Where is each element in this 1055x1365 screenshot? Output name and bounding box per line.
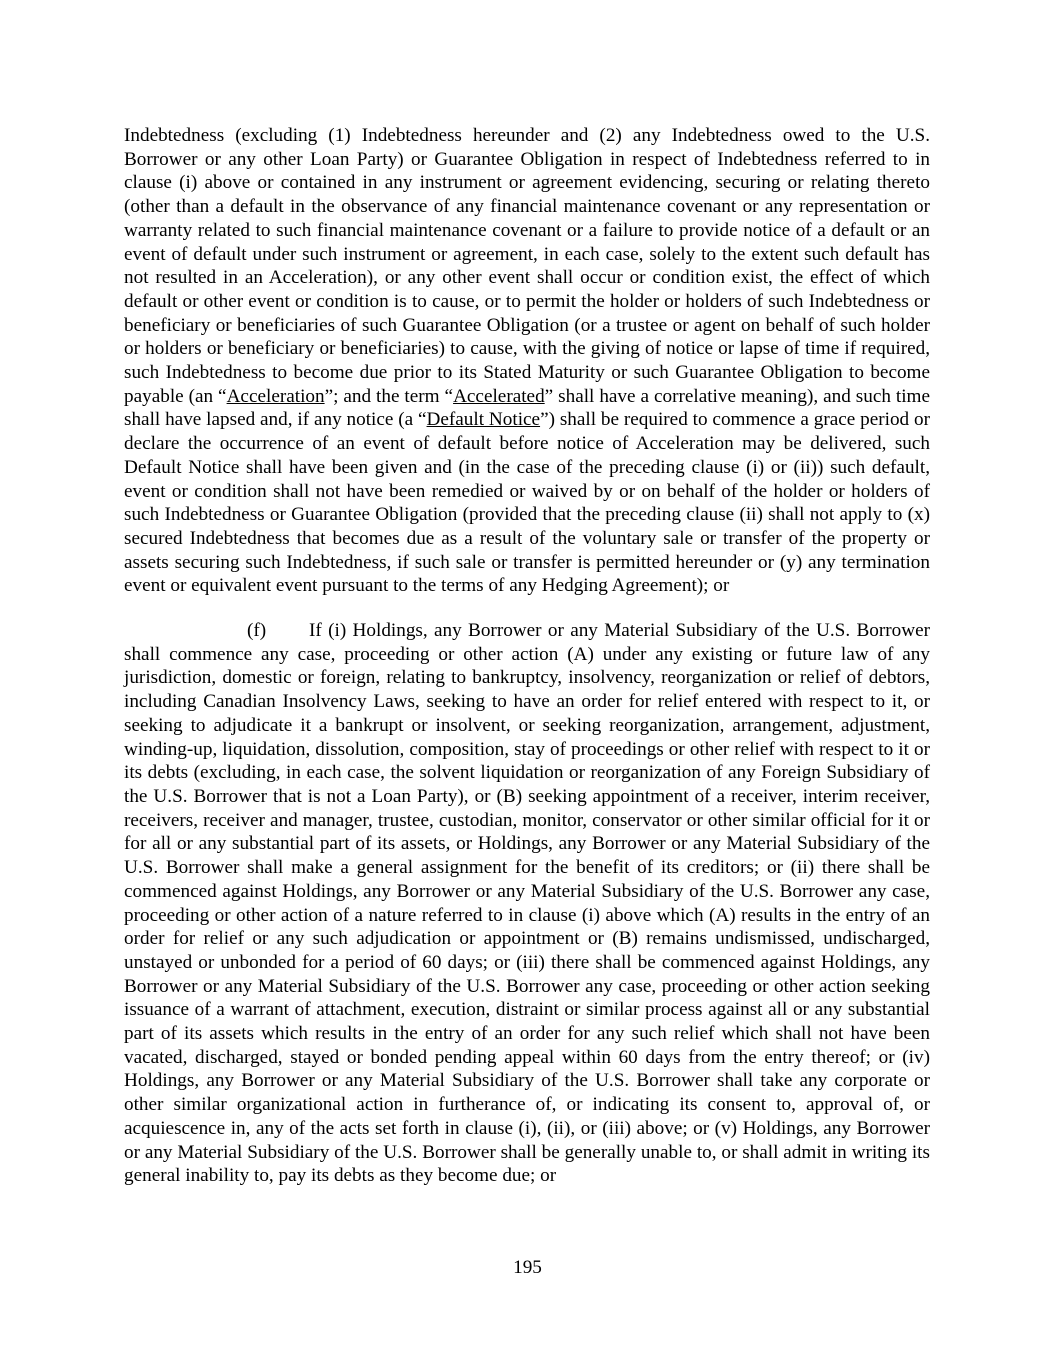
paragraph-text: If (i) Holdings, any Borrower or any Material Subsidiary of the U.S. Borrower shall commence any case, proceeding or other action (A) under any existing or future law of any jurisdiction, domestic or foreign, relating to bankruptcy, insolvency, reorganization or relief of debtors, including Canadian Insolvency Laws, seeking to have an order for relief entered with respect to it, or seeking to adjudicate it a bankrupt or insolvent, or seeking reorganization, arrangement, adjustment, winding-up, liquidation, dissolution, composition, stay of proceedings or other relief with respect to it or its debts (excluding, in each case, the solvent liquidation or reorganization of any Foreign Subsidiary of the U.S. Borrower that is not a Loan Party), or (B) seeking appointment of a receiver, interim receiver, receivers, receiver and manager, trustee, custodian, monitor, conservator or other similar official for it or for all or any substantial part of its assets, or Holdings, any Borrower or any Material Subsidiary of the U.S. Borrower shall make a general assignment for the benefit of its creditors; or (ii) there shall be commenced against Holdings, any Borrower or any Material Subsidiary of the U.S. Borrower any case, proceeding or other action of a nature referred to in clause (i) above which (A) results in the entry of an order for relief or any such adjudication or appointment or (B) remains undismissed, undischarged, unstayed or unbonded for a period of 60 days; or (iii) there shall be commenced against Holdings, any Borrower or any Material Subsidiary of the U.S. Borrower any case, proceeding or other action seeking issuance of a warrant of attachment, execution, distraint or similar process against all or any substantial part of its assets which results in the entry of an order for any such relief which shall not have been vacated, discharged, stayed or bonded pending appeal within 60 days from the entry thereof; or (iv) Holdings, any Borrower or any Material Subsidiary of the U.S. Borrower shall take any corporate or other similar organizational action in furtherance of, or indicating its consent to, approval of, or acquiescence in, any of the acts set forth in clause (i), (ii), or (iii) above; or (v) Holdings, any Borrower or any Material Subsidiary of the U.S. Borrower shall be generally unable to, or shall admit in writing its general inability to, pay its debts as they become due; or bbox=[124, 620, 930, 1187]
defined-term-default-notice: Default Notice bbox=[426, 409, 541, 431]
paragraph-f bbox=[124, 619, 930, 1188]
defined-term-acceleration: Acceleration bbox=[226, 385, 325, 407]
paragraph-text: ” shall have a correlative meaning), and such time shall have lapsed and, if any notice (a “ bbox=[124, 385, 931, 431]
defined-term-accelerated: Accelerated bbox=[453, 385, 545, 407]
clause-label-f: (f) bbox=[247, 620, 267, 642]
paragraph-text: ”; and the term “ bbox=[324, 385, 454, 407]
paragraph-e-continuation bbox=[124, 124, 930, 598]
paragraph-text: ”) shall be required to commence a grace period or declare the occurrence of an event of default before notice of Acceleration may be delivered, such Default Notice shall have been given and (in the case of the preceding clause (i) or (ii)) such default, event or condition shall not have been remedied or waived by or on behalf of the holder or holders of such Indebtedness or Guarantee Obligation (provided that the preceding clause (ii) shall not apply to (x) secured Indebtedness that becomes due as a result of the voluntary sale or transfer of the property or assets securing such Indebtedness, if such sale or transfer is permitted hereunder or (y) any termination event or equivalent event pursuant to the terms of any Hedging Agreement); or bbox=[124, 409, 930, 597]
paragraph-text: Indebtedness (excluding (1) Indebtedness hereunder and (2) any Indebtedness owed to the U.S. Borrower or any other Loan Party) or Guarantee Obligation in respect of Indebtedness referred to in clause (i) above or contained in any instrument or agreement evidencing, securing or relating thereto (other than a default in the observance of any financial maintenance covenant or any representation or warranty related to such financial maintenance covenant or a failure to provide notice of a default or an event of default under such instrument or agreement, in each case, solely to the extent such default has not resulted in an Acceleration), or any other event shall occur or condition exist, the effect of which default or other event or condition is to cause, or to permit the holder or holders of such Indebtedness or beneficiary or beneficiaries of such Guarantee Obligation (or a trustee or agent on behalf of such holder or holders or beneficiary or beneficiaries) to cause, with the giving of notice or lapse of time if required, such Indebtedness to become due prior to its Stated Maturity or such Guarantee Obligation to become payable (an “ bbox=[124, 125, 930, 407]
page-number: 195 bbox=[513, 1257, 542, 1278]
document-body bbox=[124, 124, 930, 1188]
